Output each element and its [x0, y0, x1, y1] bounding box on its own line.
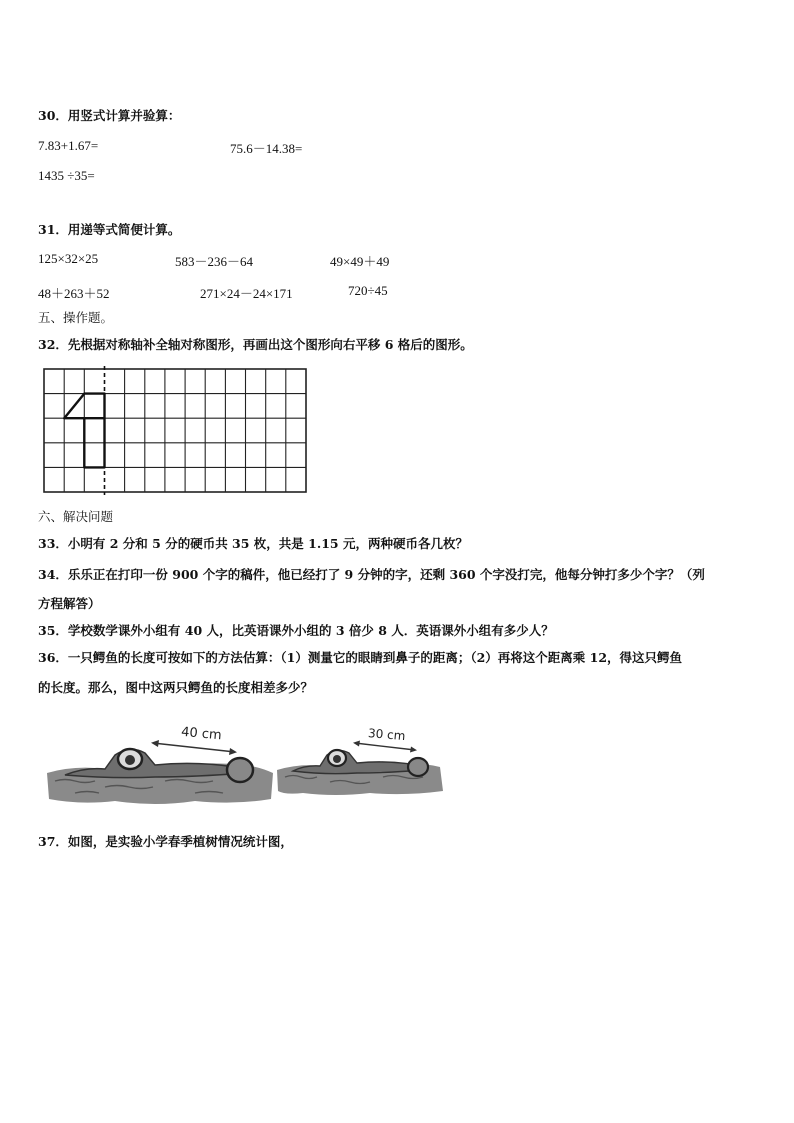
- q32-title: 32．先根据对称轴补全轴对称图形，再画出这个图形向右平移 6 格后的图形。: [38, 337, 473, 352]
- q31-expr-5: 271×24－24×171: [200, 286, 293, 301]
- measure-arrow: [355, 743, 415, 750]
- measure-label: 40 cm: [180, 724, 223, 744]
- q30-title: 30．用竖式计算并验算：: [38, 108, 181, 123]
- q30-expr-2: 75.6－14.38=: [230, 141, 303, 156]
- crocodile-nose: [227, 758, 253, 782]
- measure-label: 30 cm: [367, 725, 406, 744]
- crocodile-body: [293, 750, 423, 773]
- crocodile-1-illustration: [45, 715, 275, 810]
- q31-expr-4: 48＋263＋52: [38, 286, 110, 301]
- crocodile-nose: [408, 758, 428, 776]
- q31-title: 31．用递等式简便计算。: [38, 222, 181, 237]
- section6-title: 六、解决问题: [38, 509, 114, 524]
- q36-line-2: 的长度。那么，图中这两只鳄鱼的长度相差多少？: [38, 680, 314, 695]
- q35-text: 35．学校数学课外小组有 40 人，比英语课外小组的 3 倍少 8 人．英语课外小组有多少人？: [38, 623, 554, 638]
- q37-text: 37．如图，是实验小学春季植树情况统计图，: [38, 834, 293, 849]
- q31-expr-6: 720÷45: [348, 283, 388, 298]
- q34-line-1: 34．乐乐正在打印一份 900 个字的稿件，他已经打了 9 分钟的字，还剩 360 个字没打完，他每分钟打多少个字？（列: [38, 567, 705, 582]
- measure-arrow: [153, 743, 235, 752]
- q33-text: 33．小明有 2 分和 5 分的硬币共 35 枚，共是 1.15 元，两种硬币各几枚？: [38, 536, 468, 551]
- q31-expr-2: 583－236－64: [175, 254, 254, 269]
- q34-line-2: 方程解答）: [38, 596, 101, 611]
- q30-expr-1: 7.83+1.67=: [38, 138, 99, 153]
- q36-line-1: 36．一只鳄鱼的长度可按如下的方法估算：（1）测量它的眼睛到鼻子的距离；（2）再将这个距离乘 12，得这只鳄鱼: [38, 650, 683, 665]
- q30-expr-3: 1435 ÷35=: [38, 168, 95, 183]
- q32-grid-figure: [40, 366, 310, 496]
- q31-expr-1: 125×32×25: [38, 251, 99, 266]
- section5-title: 五、操作题。: [38, 310, 114, 325]
- q31-expr-3: 49×49＋49: [330, 254, 390, 269]
- crocodile-2-illustration: [275, 725, 447, 800]
